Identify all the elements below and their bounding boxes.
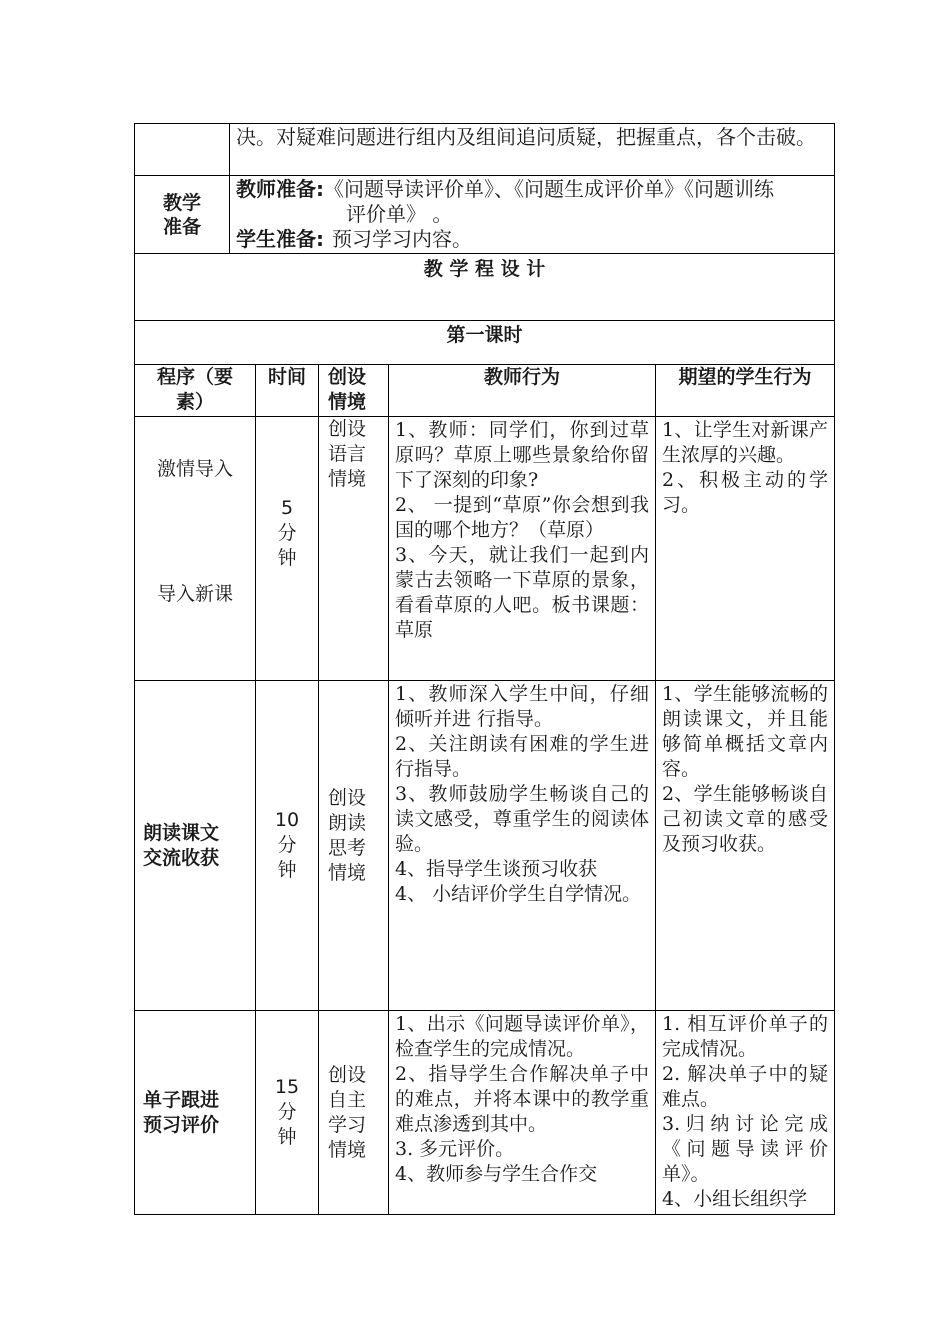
teacher-prep-text-1: 《问题导读评价单》、《问题生成评价单》《问题训练 [324,177,774,201]
student-prep-label: 学生准备: [236,227,324,251]
scenario-cell: 创设 自主 学习 情境 [319,1011,389,1215]
procedure-2-text: 导入新课 [156,583,233,605]
table-row [135,417,835,681]
lesson-plan-table [134,123,835,1215]
header-procedure: 程序（要素） [135,365,256,417]
header-teacher: 教师行为 [389,365,656,417]
teacher-cell: 1、教师深入学生中间，仔细倾听并进 行指导。 2、关注朗读有困难的学生进行指导。 3、教师鼓励学生畅谈自己的读文感受，尊重学生的阅读体验。 4、指导学生谈预习收获 4、 小结评价学生自学情况。 [389,681,656,1011]
procedure-text: 朗读课文 交流收获 [135,681,256,1011]
time-cell: 15 分 钟 [256,1011,319,1215]
time-cell: 10 分 钟 [256,681,319,1011]
student-prep-text: 预习学习内容。 [332,227,472,251]
header-row [135,365,835,417]
student-cell: 1. 相互评价单子的完成情况。 2. 解决单子中的疑难点。 3.归纳讨论完成《问题导读评价单》。 4、小组长组织学 [656,1011,835,1215]
teacher-prep-text-2: 评价单》 。 [346,202,453,226]
header-scenario: 创设情境 [319,365,389,417]
table-row [135,681,835,1011]
header-student: 期望的学生行为 [656,365,835,417]
table-row [135,1011,835,1215]
scenario-cell: 创设 朗读 思考 情境 [319,681,389,1011]
continuation-row [135,124,835,176]
procedure-1-text: 激情导入 [156,458,233,480]
teacher-prep-label: 教师准备: [236,177,324,201]
scenario-cell: 创设 语言 情境 [319,417,389,681]
continuation-text: 决。对疑难问题进行组内及组间追问质疑，把握重点，各个击破。 [230,124,835,176]
header-time: 时间 [256,365,319,417]
prep-row [135,176,835,254]
procedure-text: 单子跟进 预习评价 [135,1011,256,1215]
teacher-cell: 1、教师：同学们，你到过草原吗？草原上哪些景象给你留下了深刻的印象? 2、 一提到“草原”你会想到我国的哪个地方？（草原） 3、今天，就让我们一起到内蒙古去领略一下草原的景象，看看草原的人吧。板书课题：草原 [389,417,656,681]
student-cell: 1、学生能够流畅的朗读课文，并且能够简单概括文章内容。 2、学生能够畅谈自己初读文章的感受及预习收获。 [656,681,835,1011]
design-title: 教 学 程 设 计 [135,254,835,321]
lesson-title: 第一课时 [135,321,835,365]
teacher-cell: 1、出示《问题导读评价单》，检查学生的完成情况。 2、指导学生合作解决单子中的难点，并将本课中的教学重难点渗透到其中。 3. 多元评价。 4、教师参与学生合作交 [389,1011,656,1215]
prep-label: 教学 准备 [135,176,230,254]
student-cell: 1、让学生对新课产生浓厚的兴趣。 2、积极主动的学习。 [656,417,835,681]
time-cell: 5 分 钟 [256,417,319,681]
